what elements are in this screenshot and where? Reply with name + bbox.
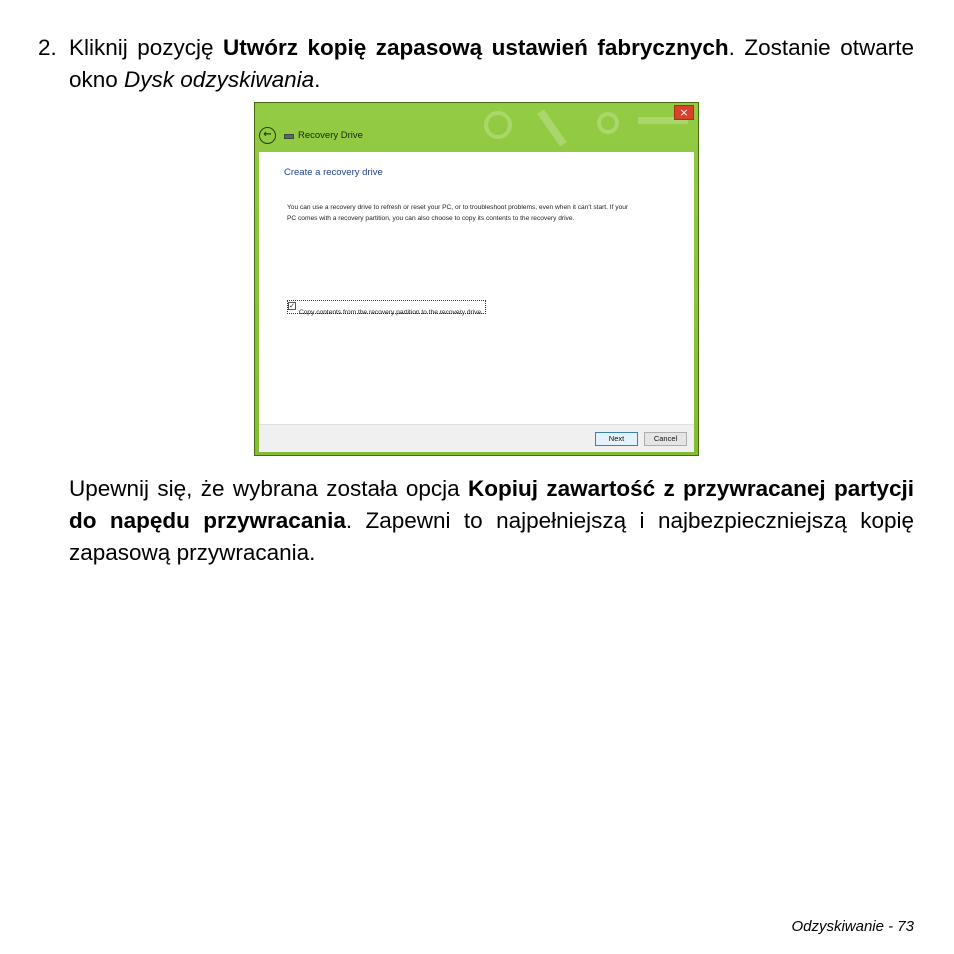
step-text-3: .	[314, 67, 321, 92]
next-button[interactable]: Next	[595, 432, 638, 446]
recovery-drive-window-screenshot	[254, 102, 699, 456]
cancel-button[interactable]: Cancel	[644, 432, 687, 446]
step-bold-option: Utwórz kopię zapasową ustawień fabrycznych	[223, 35, 729, 60]
copy-partition-option[interactable]	[287, 300, 486, 314]
dialog-heading: Create a recovery drive	[284, 167, 383, 178]
dialog-content	[259, 152, 694, 424]
step-italic-window: Dysk odzyskiwania	[124, 67, 315, 92]
note-text-2: . Zapewni to najpełniejszą i najbezpieczniejszą kopię zapasową przywracania.	[69, 508, 914, 565]
copy-partition-checkbox[interactable]: ✓	[289, 302, 295, 310]
step-text-1: Kliknij pozycję	[69, 35, 224, 60]
close-button[interactable]	[674, 105, 694, 120]
step-2-paragraph	[38, 32, 914, 96]
step-text-2: . Zostanie otwarte okno	[69, 35, 914, 92]
window-title: Recovery Drive	[298, 130, 363, 141]
dialog-footer	[259, 424, 694, 452]
note-paragraph	[69, 473, 914, 569]
step-number: 2.	[38, 35, 57, 60]
note-text-1: Upewnij się, że wybrana została opcja	[69, 476, 468, 501]
drive-icon	[284, 134, 294, 139]
note-bold-option: Kopiuj zawartość z przywracanej partycji do napędu przywracania	[69, 476, 915, 533]
page-footer: Odzyskiwanie - 73	[791, 918, 914, 935]
dialog-description: You can use a recovery drive to refresh or reset your PC, or to troubleshoot problems, even when it can't start. If your PC comes with a recovery partition, you can also choose to copy its contents to the recovery drive.	[287, 204, 629, 222]
copy-partition-label[interactable]: Copy contents from the recovery partition to the recovery drive.	[299, 309, 483, 316]
back-arrow-icon[interactable]: ←	[259, 127, 276, 144]
window-titlebar	[259, 127, 559, 147]
close-icon: ×	[679, 106, 689, 119]
